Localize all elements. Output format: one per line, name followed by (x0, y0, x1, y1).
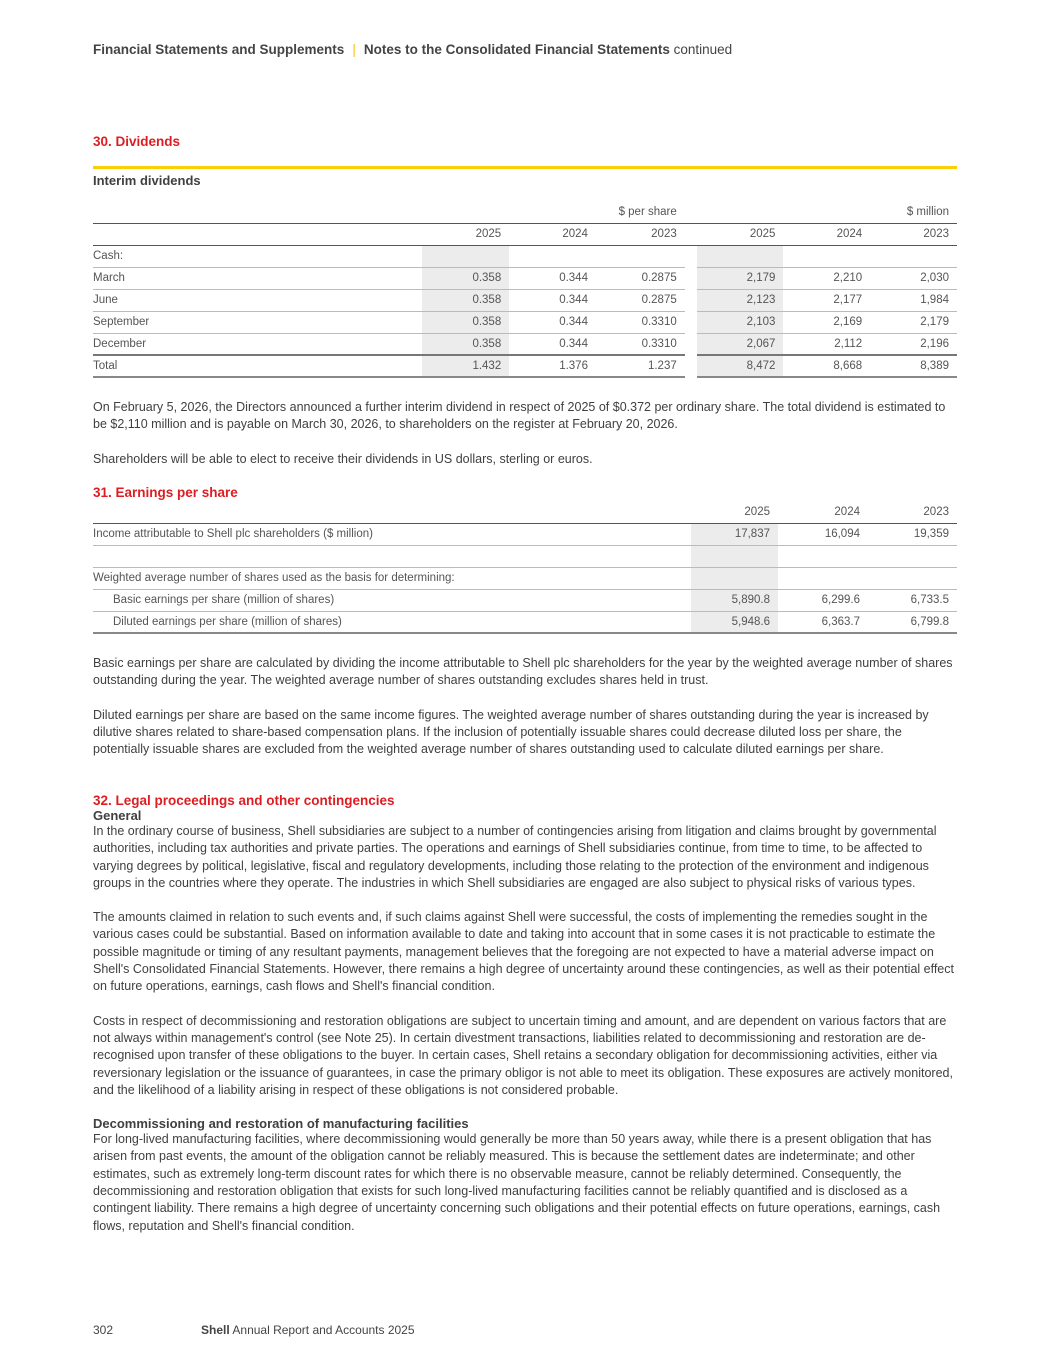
cell-value: 0.358 (422, 333, 509, 355)
row-label: March (93, 267, 422, 289)
eps-table (93, 501, 957, 634)
table-row (93, 523, 957, 545)
cell-value: 6,733.5 (868, 589, 957, 611)
cell-value: 1.237 (596, 355, 685, 377)
general-heading: General (93, 808, 142, 823)
paragraph: Diluted earnings per share are based on the same income figures. The weighted average number of shares outstanding during the year is increased by dilutive shares related to share-based compensation plans. If the inclusion of potentially issuable shares could decrease diluted loss per share, the potentially issuable shares are excluded from the weighted average number of shares outstanding used to calculate diluted earnings per share. (93, 707, 929, 757)
row-label: Diluted earnings per share (million of shares) (93, 611, 691, 633)
cell-value: 2,067 (697, 333, 784, 355)
cell-value: 1.376 (509, 355, 596, 377)
row-label: Income attributable to Shell plc shareholders ($ million) (93, 523, 691, 545)
cell-value: 16,094 (778, 523, 868, 545)
table-row (93, 545, 957, 567)
year-header: 2024 (778, 501, 868, 523)
dividends-table (93, 201, 957, 378)
cell-value: 19,359 (868, 523, 957, 545)
row-label: December (93, 333, 422, 355)
year-header: 2025 (697, 223, 784, 245)
cell-value: 8,389 (870, 355, 957, 377)
note-31-text (93, 655, 957, 758)
row-label: June (93, 289, 422, 311)
cell-value: 0.358 (422, 267, 509, 289)
year-header: 2024 (509, 223, 596, 245)
cell-value (868, 567, 957, 589)
cell-value (691, 567, 778, 589)
row-label: Cash: (93, 245, 422, 267)
table-row (93, 589, 957, 611)
cell-value: 0.344 (509, 289, 596, 311)
paragraph: Costs in respect of decommissioning and restoration obligations are subject to uncertain timing and amount, and are dependent on various factors that are not always within management's control (see Note 25). In certain divestment transactions, liabilities related to decommissioning and restoration are de-recognised upon transfer of these obligations to the buyer. In certain cases, Shell retains a secondary obligation for decommissioning activities, either via reversionary legislation or the issuance of guarantees, in case the primary obligor is not able to meet its obligation. These exposures are actively monitored, and the likelihood of a liability arising in respect of these obligations is not considered probable. (93, 1013, 953, 1097)
cell-value: 8,472 (697, 355, 784, 377)
cell-value: 0.3310 (596, 311, 685, 333)
cell-value: 2,112 (783, 333, 870, 355)
cell-value: 0.344 (509, 333, 596, 355)
row-label: Total (93, 355, 422, 377)
year-header: 2023 (870, 223, 957, 245)
header-section: Financial Statements and Supplements (93, 42, 345, 57)
cell-value (691, 545, 778, 567)
paragraph: For long-lived manufacturing facilities, where decommissioning would generally be more than 50 years away, while there is a present obligation that has arisen from past events, the amount of the obligation cannot be reliably measured. This is because the settlement dates are indeterminate; and other estimates, such as extremely long-term discount rates for which there is no observable measure, cannot be reliably determined. Consequently, the decommissioning and restoration obligation that exists for such long-lived manufacturing facilities cannot be reliably quantified and is disclosed as a contingent liability. There remains a high degree of uncertainty concerning such obligations and their potential effects on future operations, earnings, cash flows, reputation and Shell's financial condition. (93, 1132, 941, 1233)
cell-value: 6,799.8 (868, 611, 957, 633)
year-header: 2023 (596, 223, 685, 245)
paragraph: The amounts claimed in relation to such events and, if such claims against Shell were successful, the costs of implementing the remedies sought in the various cases could be substantial. Based on information available to date and taking into account that in some cases it is not practicable to estimate the possible magnitude or timing of any resultant payments, management believes that the foregoing are not expected to have a material adverse impact on Shell's Consolidated Financial Statements. However, there remains a high degree of uncertainty around these contingencies, as well as their potential effect on future operations, earnings, cash flows and Shell's financial condition. (93, 910, 954, 994)
page-number: 302 (93, 1323, 114, 1337)
group-header-per-share: $ per share (422, 201, 684, 223)
cell-value: 6,363.7 (778, 611, 868, 633)
cell-value: 2,030 (870, 267, 957, 289)
year-header: 2023 (868, 501, 957, 523)
note-32 (93, 793, 957, 1235)
cell-value: 2,169 (783, 311, 870, 333)
cell-value (778, 567, 868, 589)
table-row (93, 289, 957, 311)
cell-value: 17,837 (691, 523, 778, 545)
cell-value: 2,179 (870, 311, 957, 333)
note-32-title: 32. Legal proceedings and other contingencies (93, 793, 395, 808)
paragraph: On February 5, 2026, the Directors announced a further interim dividend in respect of 2025 of $0.372 per ordinary share. The total dividend is estimated to be $2,110 million and is payable on March 30, 2026, to shareholders on the register at February 20, 2026. (93, 400, 946, 432)
table-row (93, 355, 957, 377)
footer (93, 1323, 957, 1337)
table-row (93, 267, 957, 289)
decommissioning-heading: Decommissioning and restoration of manufacturing facilities (93, 1116, 469, 1132)
cell-value (870, 245, 957, 267)
cell-value: 0.358 (422, 289, 509, 311)
note-31-title: 31. Earnings per share (93, 485, 238, 500)
cell-value (422, 245, 509, 267)
cell-value: 2,179 (697, 267, 784, 289)
cell-value: 5,890.8 (691, 589, 778, 611)
table-row (93, 245, 957, 267)
section-divider (93, 166, 957, 169)
cell-value: 1.432 (422, 355, 509, 377)
header-continued: continued (673, 42, 733, 57)
cell-value: 2,196 (870, 333, 957, 355)
paragraph: Shareholders will be able to elect to receive their dividends in US dollars, sterling or euros. (93, 451, 593, 466)
row-label: Basic earnings per share (million of shares) (93, 589, 691, 611)
cell-value (596, 245, 685, 267)
cell-value (509, 245, 596, 267)
cell-value: 0.2875 (596, 267, 685, 289)
cell-value: 2,210 (783, 267, 870, 289)
cell-value: 0.344 (509, 267, 596, 289)
report-title: Annual Report and Accounts 2025 (232, 1323, 415, 1337)
row-label: September (93, 311, 422, 333)
cell-value: 1,984 (870, 289, 957, 311)
table-row (93, 611, 957, 633)
paragraph: Basic earnings per share are calculated by dividing the income attributable to Shell plc shareholders for the year by the weighted average number of shares outstanding during the year. The weighted average number of shares outstanding excludes shares held in trust. (93, 656, 953, 688)
cell-value: 5,948.6 (691, 611, 778, 633)
cell-value (778, 545, 868, 567)
brand: Shell (201, 1323, 230, 1337)
year-header: 2025 (691, 501, 778, 523)
table-row (93, 311, 957, 333)
row-label: Weighted average number of shares used as the basis for determining: (93, 567, 691, 589)
cell-value: 2,103 (697, 311, 784, 333)
cell-value: 6,299.6 (778, 589, 868, 611)
cell-value: 2,177 (783, 289, 870, 311)
cell-value: 0.2875 (596, 289, 685, 311)
note-30-title: 30. Dividends (93, 134, 181, 149)
cell-value (868, 545, 957, 567)
cell-value: 0.358 (422, 311, 509, 333)
header-separator: | (352, 42, 356, 57)
table-row (93, 333, 957, 355)
row-label (93, 545, 691, 567)
cell-value: 0.3310 (596, 333, 685, 355)
cell-value: 0.344 (509, 311, 596, 333)
interim-dividends-heading: Interim dividends (93, 173, 201, 188)
year-header: 2025 (422, 223, 509, 245)
cell-value (783, 245, 870, 267)
paragraph: In the ordinary course of business, Shell subsidiaries are subject to a number of contingencies arising from litigation and claims brought by governmental authorities, including tax authorities and private parties. The operations and earnings of Shell subsidiaries continue, from time to time, to be affected to varying degrees by political, legislative, fiscal and regulatory developments, including those relating to the protection of the environment and indigenous groups in the countries where they operate. The industries in which Shell subsidiaries are engaged are also subject to physical risks of various types. (93, 824, 937, 890)
cell-value (697, 245, 784, 267)
running-header (93, 42, 957, 57)
year-header: 2024 (783, 223, 870, 245)
header-title: Notes to the Consolidated Financial Statements (363, 42, 670, 57)
group-header-million: $ million (697, 201, 957, 223)
table-row (93, 567, 957, 589)
cell-value: 8,668 (783, 355, 870, 377)
cell-value: 2,123 (697, 289, 784, 311)
note-30-text (93, 399, 957, 468)
